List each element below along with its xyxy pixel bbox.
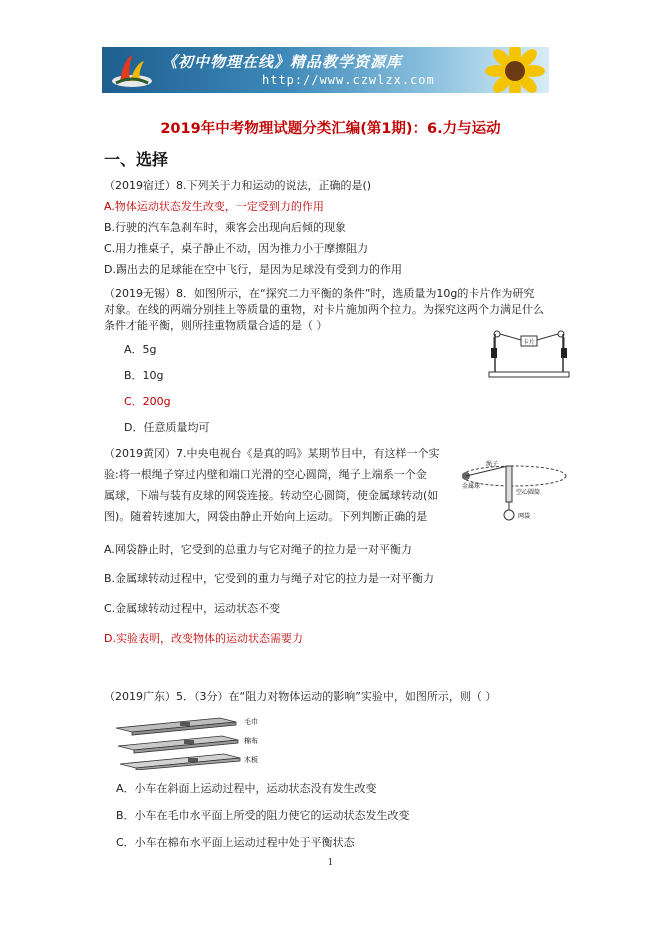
q3-option-b: B.金属球转动过程中，它受到的重力与绳子对它的拉力是一对平衡力 [104,572,435,585]
q2-option-a: A．5g [124,343,157,356]
q4-stem: （2019广东）5．（3分）在“阻力对物体运动的影响”实验中，如图所示，则（ ） [104,690,497,703]
q2-option-c: C．200g [124,395,171,408]
page-number: 1 [327,858,334,868]
q2-option-b: B．10g [124,369,164,382]
q2-stem-line-3: 条件才能平衡，则所挂重物质量合适的是（ ） [104,319,328,332]
sunflower-icon [485,47,545,93]
q3-option-a: A.网袋静止时，它受到的总重力与它对绳子的拉力是一对平衡力 [104,543,412,556]
q3-stem-line-2: 验:将一根绳子穿过内壁和端口光滑的空心圆筒，绳子上端系一个金 [104,468,427,481]
q4-figure-label-wood: 木板 [244,756,258,764]
q1-option-d: D.踢出去的足球能在空中飞行，是因为足球没有受到力的作用 [104,263,402,276]
section-heading: 一、选择 [104,150,169,169]
q3-figure-label-ball: 金属球 [462,483,481,490]
q1-option-b: B.行驶的汽车急刹车时，乘客会出现向后倾的现象 [104,221,347,234]
q3-stem-line-1: （2019黄冈）7.中央电视台《是真的吗》某期节目中，有这样一个实 [104,447,440,460]
q3-figure-label-net: 网袋 [518,513,531,520]
q2-stem-line-1: （2019无锡）8．如图所示，在“探究二力平衡的条件”时，选质量为10g的卡片作为研究 [104,287,535,300]
q3-option-d: D.实验表明，改变物体的运动状态需要力 [104,632,303,645]
q4-option-a: A．小车在斜面上运动过程中，运动状态没有发生改变 [116,782,377,795]
q2-stem-line-2: 对象。在线的两端分别挂上等质量的重物，对卡片施加两个拉力。为探究这两个力满足什么 [104,303,544,316]
q2-figure-two-force-balance [485,326,573,380]
q3-figure-label-rope: 绳子 [486,461,499,468]
q4-figure-label-towel: 毛巾 [244,718,258,726]
q4-figure-slopes [110,712,280,770]
q4-option-b: B．小车在毛巾水平面上所受的阻力使它的运动状态发生改变 [116,809,410,822]
q4-figure-label-cotton: 棉布 [244,737,258,745]
q1-option-c: C.用力推桌子，桌子静止不动，因为推力小于摩擦阻力 [104,242,369,255]
q3-option-c: C.金属球转动过程中，运动状态不变 [104,602,281,615]
header-banner [102,47,549,93]
q3-figure-label-tube: 空心圆筒 [516,489,541,496]
q3-stem-line-4: 图)。随着转速加大，网袋由静止开始向上运动。下列判断正确的是 [104,510,428,523]
banner-url[interactable]: http://www.czwlzx.com [262,73,435,87]
q1-option-a: A.物体运动状态发生改变，一定受到力的作用 [104,200,324,213]
q3-stem-line-3: 属球，下端与装有皮球的网袋连接。转动空心圆筒，使金属球转动(如 [104,489,439,502]
q2-figure-label: 卡片 [523,339,536,346]
q3-figure-rotating-ball [458,452,570,526]
q1-stem: （2019宿迁）8.下列关于力和运动的说法，正确的是() [104,179,372,192]
logo-icon [110,51,154,89]
q4-option-c: C．小车在棉布水平面上运动过程中处于平衡状态 [116,836,355,849]
banner-title: 《初中物理在线》精品教学资源库 [162,53,403,71]
q2-option-d: D．任意质量均可 [124,421,210,434]
document-title: 2019年中考物理试题分类汇编(第1期)：6.力与运动 [160,121,501,137]
